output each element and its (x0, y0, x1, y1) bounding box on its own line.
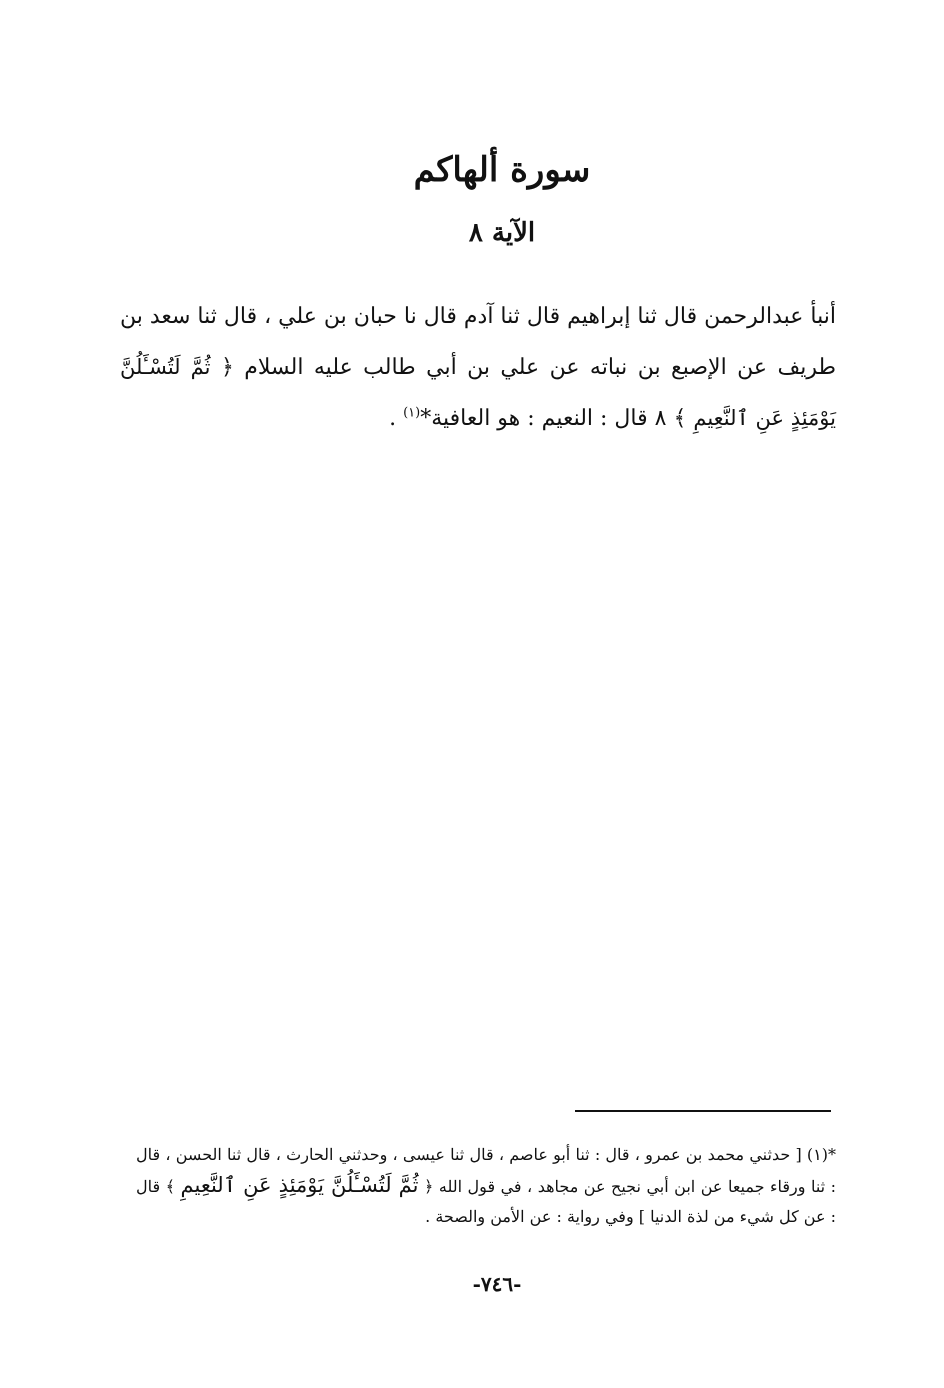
footnote (136, 1140, 836, 1232)
surah-title: سورة ألهاكم (413, 150, 591, 190)
quran-verse: ثُمَّ لَتُسْـَٔلُنَّ يَوْمَئِذٍ عَنِ ٱلنَّعِيمِ (120, 355, 836, 430)
main-text-part2: ﴾ ٨ قال : النعيم : هو العافية* (420, 406, 687, 431)
page-number: -٧٤٦- (472, 1272, 522, 1296)
footnote-paragraph (136, 1140, 836, 1232)
main-paragraph (120, 292, 836, 444)
main-text-end: . (389, 406, 404, 431)
footnote-text-part2: ﴾ قال : عن كل شيء من لذة الدنيا ] وفي رواية : عن الأمن والصحة . (136, 1177, 836, 1226)
footnote-text-part1: [ حدثني محمد بن عمرو ، قال : ثنا أبو عاصم ، قال ثنا عيسى ، وحدثني الحارث ، قال ثنا الحسن ، قال : ثنا ورقاء جميعا عن ابن أبي نجيح عن مجاهد ، في قول الله ﴿ (136, 1145, 837, 1196)
ayah-heading: الآية ٨ (468, 218, 536, 248)
main-text (120, 292, 836, 444)
main-text-part1: أنبأ عبدالرحمن قال ثنا إبراهيم قال ثنا آدم قال نا حبان بن علي ، قال ثنا سعد بن طريف عن الإصبع بن نباته عن علي بن أبي طالب عليه السلام ﴿ (119, 304, 836, 380)
footnote-reference: (١) (403, 405, 421, 421)
footnote-divider (575, 1110, 831, 1112)
footnote-marker: *(١) (806, 1145, 836, 1164)
footnote-quran-verse: ثُمَّ لَتُسْـَٔلُنَّ يَوْمَئِذٍ عَنِ ٱلنَّعِيمِ (180, 1173, 419, 1197)
